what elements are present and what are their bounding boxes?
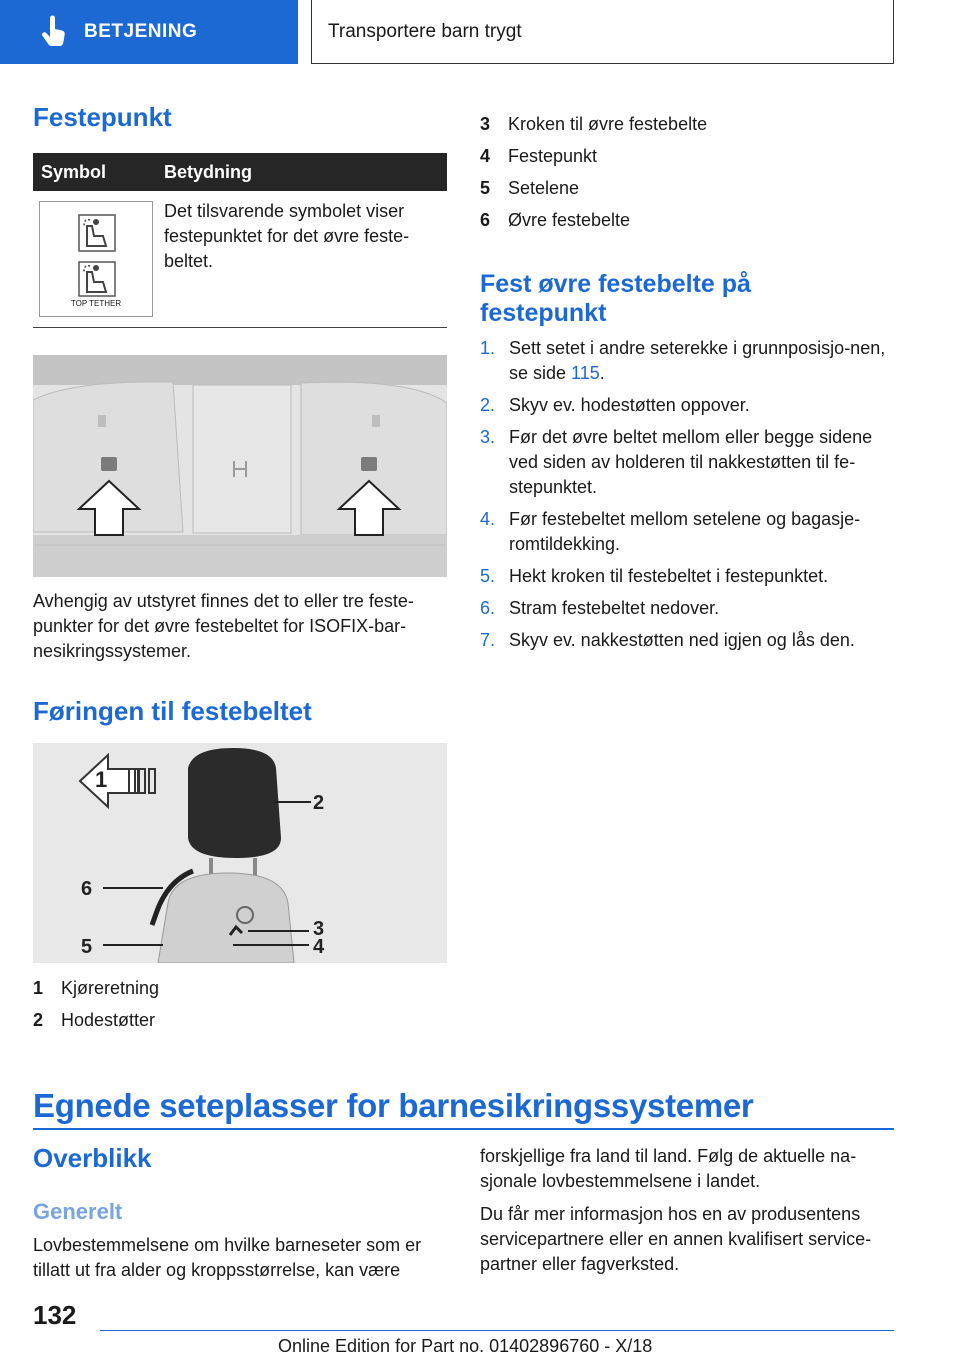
symbol-table: [33, 153, 447, 328]
legend-item: 4 Festepunkt: [480, 146, 598, 166]
legend-item: 1 Kjøreretning: [33, 978, 160, 998]
col-meaning: Betydning: [164, 162, 252, 182]
figure-label-3: 3: [313, 918, 325, 940]
list-item: 3. Før det øvre beltet mellom eller begge sidene ved siden av holderen til nakkestøtten til fe-stepunktet.: [480, 427, 873, 497]
paragraph-info: Du får mer informasjon hos en av produsentens servicepartnere eller en annen kvalifisert service-partner eller fagverksted.: [480, 1204, 872, 1274]
legend-item: 3 Kroken til øvre festebelte: [480, 114, 708, 134]
legend-right: [480, 108, 894, 236]
chapter-title: Transportere barn trygt: [311, 0, 894, 64]
anchor-points-photo: [33, 355, 447, 577]
heading-overblikk: Overblikk: [33, 1143, 152, 1173]
legend-item: 5 Setelene: [480, 178, 580, 198]
list-item: 1. Sett setet i andre seterekke i grunnposisjo-nen, se side 115.: [480, 338, 886, 383]
anchor-caption: Avhengig av utstyret finnes det to eller tre feste-punkter for det øvre festebeltet for ISOFIX-bar-nesikringssystemer.: [33, 591, 414, 661]
figure-label-1: 1: [95, 767, 108, 792]
top-tether-symbol: [39, 201, 153, 317]
heading-festepunkt: Festepunkt: [33, 102, 172, 132]
table-header: [33, 153, 447, 191]
tether-routing-figure: [33, 743, 447, 963]
hand-pointer-icon: [34, 12, 74, 52]
list-item: 7. Skyv ev. nakkestøtten ned igjen og lås den.: [480, 630, 855, 650]
heading-fest: Fest øvre festebelte på festepunkt: [480, 270, 751, 327]
figure-label-4: 4: [313, 936, 325, 958]
list-item: 6. Stram festebeltet nedover.: [480, 598, 720, 618]
table-row: [33, 191, 447, 328]
figure-label-5: 5: [81, 936, 93, 958]
page-number: 132: [33, 1300, 77, 1330]
steps-list: [480, 336, 895, 660]
footer-rule: [100, 1330, 894, 1331]
heading-rule: [33, 1128, 894, 1130]
col-symbol: Symbol: [41, 162, 107, 182]
paragraph-lov: Lovbestemmelsene om hvilke barneseter som er tillatt ut fra alder og kroppsstørrelse, kan være: [33, 1235, 422, 1280]
list-item: 5. Hekt kroken til festebeltet i festepunktet.: [480, 566, 829, 586]
list-item: 4. Før festebeltet mellom setelene og bagasje-romtildekking.: [480, 509, 861, 554]
section-label: BETJENING: [84, 21, 198, 42]
symbol-caption: TOP TETHER: [70, 299, 122, 308]
page-link[interactable]: 115: [571, 363, 600, 383]
figure-label-2: 2: [313, 792, 325, 814]
figure-label-6: 6: [81, 878, 93, 900]
legend-item: 6 Øvre festebelte: [480, 210, 631, 230]
list-item: 2. Skyv ev. hodestøtten oppover.: [480, 395, 750, 415]
heading-generelt: Generelt: [33, 1199, 123, 1224]
table-meaning-text: Det tilsvarende symbolet viser festepunktet for det øvre feste-beltet.: [164, 201, 410, 271]
heading-foringen: Føringen til festebeltet: [33, 696, 312, 726]
section-tab[interactable]: [0, 0, 298, 64]
footer-edition: Online Edition for Part no. 01402896760 - X/18: [278, 1336, 653, 1356]
paragraph-lov-cont: forskjellige fra land til land. Følg de aktuelle na-sjonale lovbestemmelsene i landet.: [480, 1146, 857, 1191]
legend-item: 2 Hodestøtter: [33, 1010, 156, 1030]
heading-egnede: Egnede seteplasser for barnesikringssystemer: [33, 1087, 754, 1124]
legend-left: [33, 972, 447, 1036]
